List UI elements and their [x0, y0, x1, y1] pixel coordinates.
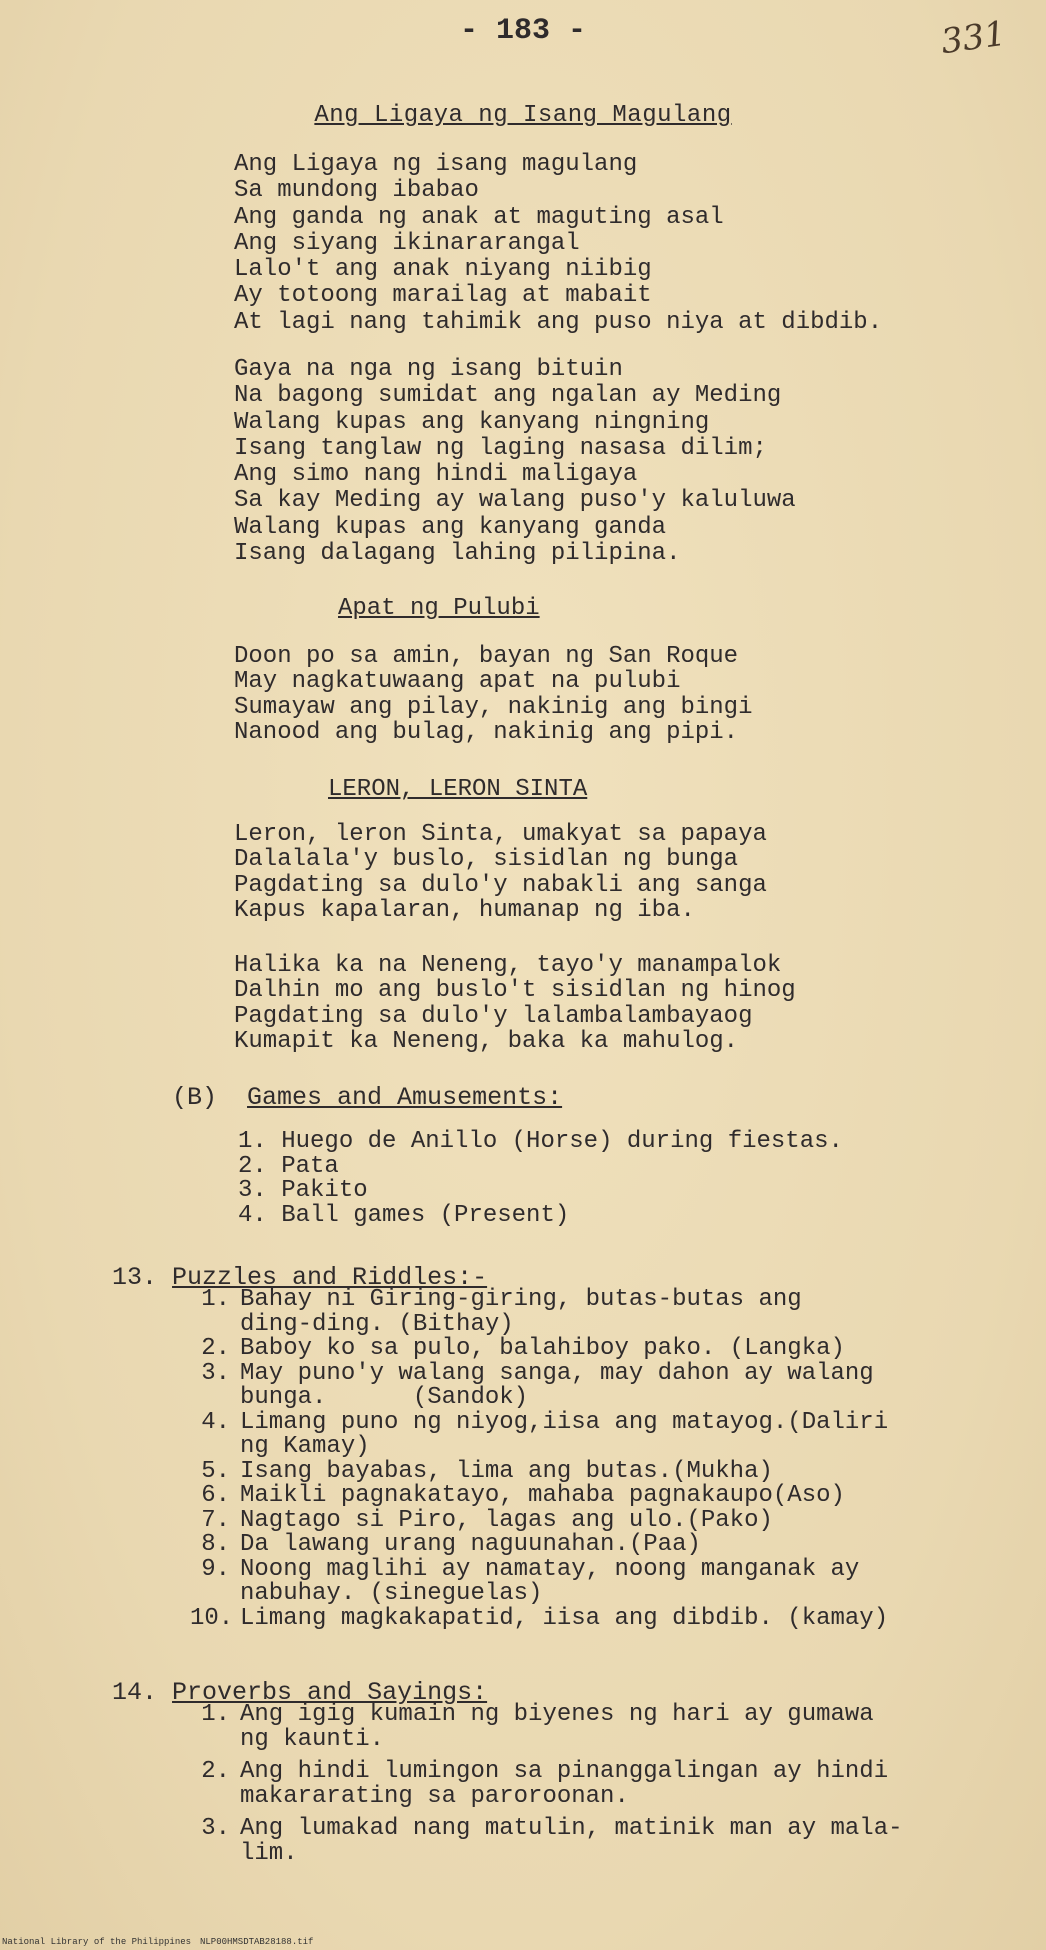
poem2-stanza — [234, 644, 752, 745]
list-item: 10. Limang magkakapatid, iisa ang dibdib. (kamay) — [190, 1604, 889, 1632]
games-list — [238, 1130, 843, 1228]
poem2-title: Apat ng Pulubi — [338, 595, 540, 622]
list-item: 3. Pakito — [238, 1177, 368, 1204]
list-item-continuation: bunga. (Sandok) — [240, 1384, 529, 1411]
list-item: 1. Huego de Anillo (Horse) during fiestas. — [238, 1128, 843, 1155]
proverbs-number: 14. — [112, 1678, 158, 1707]
puzzles-number: 13. — [112, 1263, 158, 1292]
poem-line: Na bagong sumidat ang ngalan ay Meding — [234, 382, 782, 410]
list-item: 3. Ang lumakad nang matulin, matinik man ay mala- — [201, 1815, 903, 1842]
poem-line: Kumapit ka Neneng, baka ka mahulog. — [234, 1027, 739, 1055]
poem-line: Pagdating sa dulo'y lalambalambayaog — [234, 1002, 753, 1030]
poem-line: Leron, leron Sinta, umakyat sa papaya — [234, 821, 767, 848]
proverbs-heading: Proverbs and Sayings: — [172, 1678, 488, 1707]
poem1-stanza2 — [234, 357, 796, 567]
list-item: 4. Limang puno ng niyog,iisa ang matayog.(Daliri — [201, 1408, 889, 1436]
poem-line: Dalalala'y buslo, sisidlan ng bunga — [234, 846, 739, 874]
puzzles-list — [190, 1288, 888, 1631]
poem-line: Lalo't ang anak niyang niibig — [234, 256, 652, 284]
poem-line: Ang Ligaya ng isang magulang — [234, 151, 638, 178]
poem-line: May nagkatuwaang apat na pulubi — [234, 668, 681, 696]
footer-filename: NLP00HMSDTAB28188.tif — [200, 1937, 314, 1947]
poem-line: Ay totoong marailag at mabait — [234, 282, 652, 310]
list-item: 4. Ball games (Present) — [238, 1201, 570, 1229]
puzzles-heading: Puzzles and Riddles:- — [172, 1263, 488, 1292]
poem-line: Halika ka na Neneng, tayo'y manampalok — [234, 952, 782, 979]
poem-line: Sa mundong ibabao — [234, 177, 479, 205]
poem3-stanza2 — [234, 953, 796, 1054]
list-item-continuation: ng Kamay) — [240, 1433, 370, 1460]
poem-line: Sa kay Meding ay walang puso'y kaluluwa — [234, 487, 796, 515]
games-heading-row — [172, 1083, 562, 1112]
list-item: 2. Baboy ko sa pulo, balahiboy pako. (Langka) — [201, 1335, 845, 1362]
list-item: 1. Ang igig kumain ng biyenes ng hari ay gumawa — [201, 1701, 874, 1728]
poem-line: Nanood ang bulag, nakinig ang pipi. — [234, 718, 739, 746]
list-item-continuation: ding-ding. (Bithay) — [240, 1310, 514, 1338]
games-label: (B) — [172, 1083, 218, 1112]
poem-line: Ang ganda ng anak at maguting asal — [234, 203, 724, 231]
poem-line: At lagi nang tahimik ang puso niya at dibdib. — [234, 308, 883, 336]
poem-line: Doon po sa amin, bayan ng San Roque — [234, 643, 739, 670]
poem-line: Kapus kapalaran, humanap ng iba. — [234, 896, 695, 924]
poem3-title: LERON, LERON SINTA — [328, 776, 588, 803]
poem-line: Pagdating sa dulo'y nabakli ang sanga — [234, 871, 767, 899]
list-item-continuation: ng kaunti. — [240, 1725, 385, 1753]
list-item: 9. Noong maglihi ay namatay, noong manganak ay — [201, 1555, 860, 1583]
page-number: - 183 - — [459, 14, 587, 48]
poem-line: Gaya na nga ng isang bituin — [234, 356, 623, 383]
poem-line: Dalhin mo ang buslo't sisidlan ng hinog — [234, 977, 796, 1005]
poem-line: Ang siyang ikinararangal — [234, 229, 580, 257]
poem-line: Ang simo nang hindi maligaya — [234, 461, 638, 489]
poem3-stanza1 — [234, 822, 767, 923]
list-item: 3. May puno'y walang sanga, may dahon ay walang — [201, 1359, 874, 1387]
poem1-title: Ang Ligaya ng Isang Magulang — [314, 102, 732, 129]
list-item-continuation: nabuhay. (sineguelas) — [240, 1580, 543, 1607]
poem-line: Sumayaw ang pilay, nakinig ang bingi — [234, 693, 753, 721]
list-item: 6. Maikli pagnakatayo, mahaba pagnakaupo(Aso) — [201, 1482, 845, 1509]
proverbs-list — [190, 1703, 903, 1866]
poem-line: Walang kupas ang kanyang ganda — [234, 513, 667, 541]
footer-library: National Library of the Philippines — [2, 1937, 192, 1947]
poem-line: Isang tanglaw ng laging nasasa dilim; — [234, 434, 767, 462]
games-heading: Games and Amusements: — [247, 1083, 563, 1112]
list-item-continuation: lim. — [240, 1839, 298, 1867]
list-item: 5. Isang bayabas, lima ang butas.(Mukha) — [201, 1457, 773, 1485]
list-item: 2. Ang hindi lumingon sa pinanggalingan ay hindi — [201, 1758, 889, 1785]
list-item: 8. Da lawang urang naguunahan.(Paa) — [201, 1531, 701, 1558]
poem-line: Isang dalagang lahing pilipina. — [234, 540, 681, 568]
list-item: 7. Nagtago si Piro, lagas ang ulo.(Pako) — [201, 1506, 773, 1534]
poem-line: Walang kupas ang kanyang ningning — [234, 408, 710, 436]
list-item-continuation: makararating sa paroroonan. — [240, 1782, 629, 1810]
list-item: 1. Bahay ni Giring-giring, butas-butas ang — [201, 1286, 802, 1313]
poem1-stanza1 — [234, 152, 882, 336]
list-item: 2. Pata — [238, 1152, 339, 1180]
handwritten-page-number: 331 — [938, 13, 1009, 63]
